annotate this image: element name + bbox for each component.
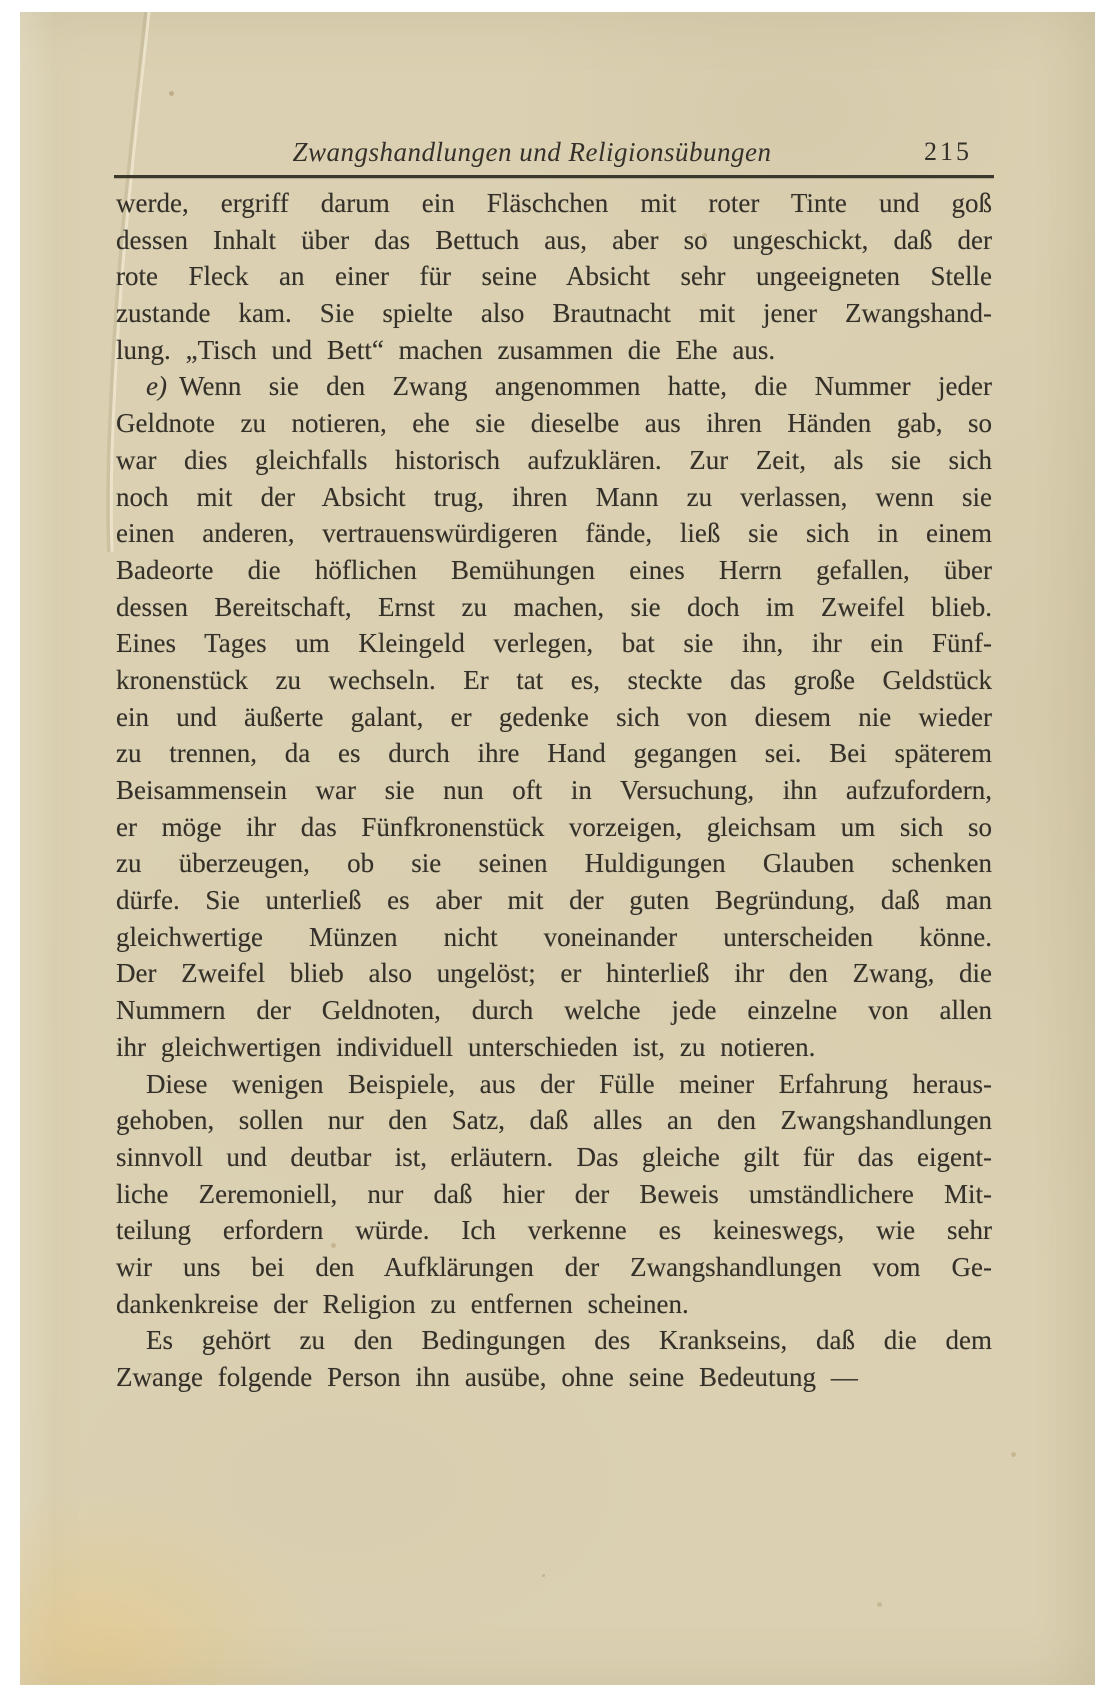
running-head <box>116 132 992 172</box>
text-line: dessen Bereitschaft, Ernst zu machen, sie doch im Zweifel blieb. <box>116 591 992 622</box>
page-body <box>116 185 992 1396</box>
text-line: Es gehört zu den Bedingungen des Krankseins, daß die dem <box>146 1325 992 1356</box>
text-line: Zwange folgende Person ihn ausübe, ohne seine Bedeutung — <box>116 1362 858 1392</box>
text-line: dankenkreise der Religion zu entfernen scheinen. <box>116 1288 689 1319</box>
book-page <box>20 12 1095 1685</box>
line-text: Wenn sie den Zwang angenommen hatte, die Nummer jeder <box>179 371 992 402</box>
text-line: rote Fleck an einer für seine Absicht sehr ungeeigneten Stelle <box>116 261 992 292</box>
text-line: Der Zweifel blieb also ungelöst; er hinterließ ihr den Zwang, die <box>116 958 992 989</box>
page-header-title: Zwangshandlungen und Religionsübungen <box>292 137 772 167</box>
text-line: werde, ergriff darum ein Fläschchen mit roter Tinte und goß <box>116 188 992 218</box>
text-line: Badeorte die höflichen Bemühungen eines Herrn gefallen, über <box>116 554 992 585</box>
text-line <box>116 368 992 405</box>
text-line: liche Zeremoniell, nur daß hier der Beweis umständlichere Mit- <box>116 1178 992 1209</box>
header-rule <box>114 175 994 178</box>
text-line: zu trennen, da es durch ihre Hand gegangen sei. Bei späterem <box>116 738 992 769</box>
text-line: lung. „Tisch und Bett“ machen zusammen die Ehe aus. <box>116 334 776 365</box>
text-line: dürfe. Sie unterließ es aber mit der guten Begründung, daß man <box>116 885 992 916</box>
text-line: gleichwertige Münzen nicht voneinander unterscheiden könne. <box>116 921 992 952</box>
text-line: er möge ihr das Fünfkronenstück vorzeigen, gleichsam um sich so <box>116 811 992 842</box>
text-line: einen anderen, vertrauenswürdigeren fände, ließ sie sich in einem <box>116 518 992 549</box>
text-line: gehoben, sollen nur den Satz, daß alles an den Zwangshandlungen <box>116 1105 992 1136</box>
text-line: noch mit der Absicht trug, ihren Mann zu verlassen, wenn sie <box>116 481 992 512</box>
paper-speckles <box>20 12 23 15</box>
text-line: zustande kam. Sie spielte also Brautnacht mit jener Zwangshand- <box>116 298 992 329</box>
page-number: 215 <box>924 137 972 166</box>
text-line: kronenstück zu wechseln. Er tat es, steckte das große Geldstück <box>116 664 992 695</box>
text-line: Nummern der Geldnoten, durch welche jede einzelne von allen <box>116 995 992 1026</box>
text-line: sinnvoll und deutbar ist, erläutern. Das gleiche gilt für das eigent- <box>116 1141 992 1172</box>
text-line: Eines Tages um Kleingeld verlegen, bat sie ihn, ihr ein Fünf- <box>116 628 992 659</box>
text-line: teilung erfordern würde. Ich verkenne es keineswegs, wie sehr <box>116 1215 992 1246</box>
text-line: dessen Inhalt über das Bettuch aus, aber so ungeschickt, daß der <box>116 224 992 255</box>
text-line: Beisammensein war sie nun oft in Versuchung, ihn aufzufordern, <box>116 775 992 805</box>
text-line: wir uns bei den Aufklärungen der Zwangshandlungen vom Ge- <box>116 1251 992 1282</box>
text-line: zu überzeugen, ob sie seinen Huldigungen Glauben schenken <box>116 848 992 879</box>
text-line: ein und äußerte galant, er gedenke sich von diesem nie wieder <box>116 701 992 732</box>
text-line: war dies gleichfalls historisch aufzuklären. Zur Zeit, als sie sich <box>116 444 992 475</box>
text-line: ihr gleichwertigen individuell unterschieden ist, zu notieren. <box>116 1031 816 1062</box>
paragraph-marker: e) <box>146 371 167 402</box>
text-line: Geldnote zu notieren, ehe sie dieselbe aus ihren Händen gab, so <box>116 408 992 439</box>
text-line: Diese wenigen Beispiele, aus der Fülle meiner Erfahrung heraus- <box>146 1068 992 1099</box>
